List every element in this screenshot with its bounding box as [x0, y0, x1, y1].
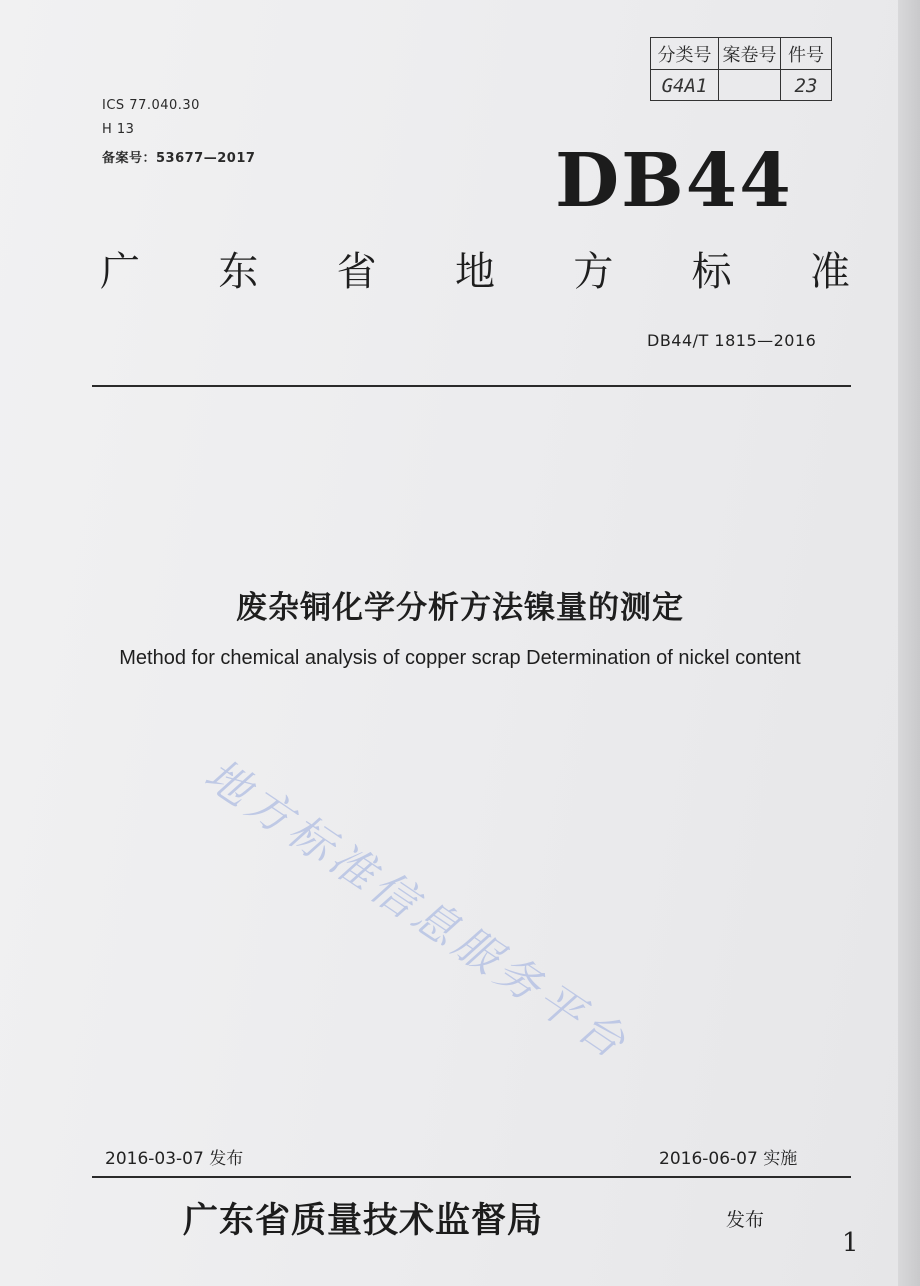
standard-type-heading — [100, 240, 850, 297]
standard-type-char: 地 — [454, 249, 495, 295]
standard-type-char: 省 — [336, 249, 377, 295]
standard-type-char: 准 — [809, 249, 850, 295]
record-number: 备案号：53677—2017 — [102, 151, 256, 166]
page-edge-shadow — [898, 0, 920, 1286]
footer-divider — [92, 1176, 851, 1178]
standard-type-char: 标 — [691, 249, 732, 295]
issuing-authority: 广东省质量技术监督局 — [183, 1200, 544, 1241]
page-number: 1 — [842, 1228, 859, 1258]
standard-number: DB44/T 1815—2016 — [647, 331, 817, 350]
standard-type-char: 广 — [100, 249, 140, 295]
archive-header-item: 件号 — [788, 44, 824, 66]
archive-header-row — [651, 38, 831, 69]
title-english: Method for chemical analysis of copper scrap Determination of nickel content — [119, 647, 801, 669]
archive-header-volume: 案卷号 — [719, 38, 781, 69]
archive-value-item: 23 — [794, 74, 818, 97]
db44-logo: DB44 — [555, 138, 793, 224]
standard-type-char: 东 — [218, 249, 259, 295]
archive-value-category: G4A1 — [651, 70, 719, 101]
archive-stamp-box — [650, 37, 832, 101]
archive-value-volume — [719, 70, 781, 101]
archive-value-row — [651, 69, 831, 101]
standard-type-char: 方 — [573, 249, 614, 295]
implement-date: 2016-06-07 实施 — [659, 1149, 798, 1169]
publish-date: 2016-03-07 发布 — [105, 1149, 244, 1169]
title-chinese: 废杂铜化学分析方法镍量的测定 — [236, 590, 684, 626]
ccs-code: H 13 — [102, 122, 135, 137]
issue-label: 发布 — [726, 1209, 765, 1231]
archive-header-category: 分类号 — [651, 38, 719, 69]
watermark-text: 地方标准信息服务平台 — [195, 749, 639, 1071]
ics-code: ICS 77.040.30 — [102, 98, 200, 113]
header-divider — [92, 385, 851, 387]
